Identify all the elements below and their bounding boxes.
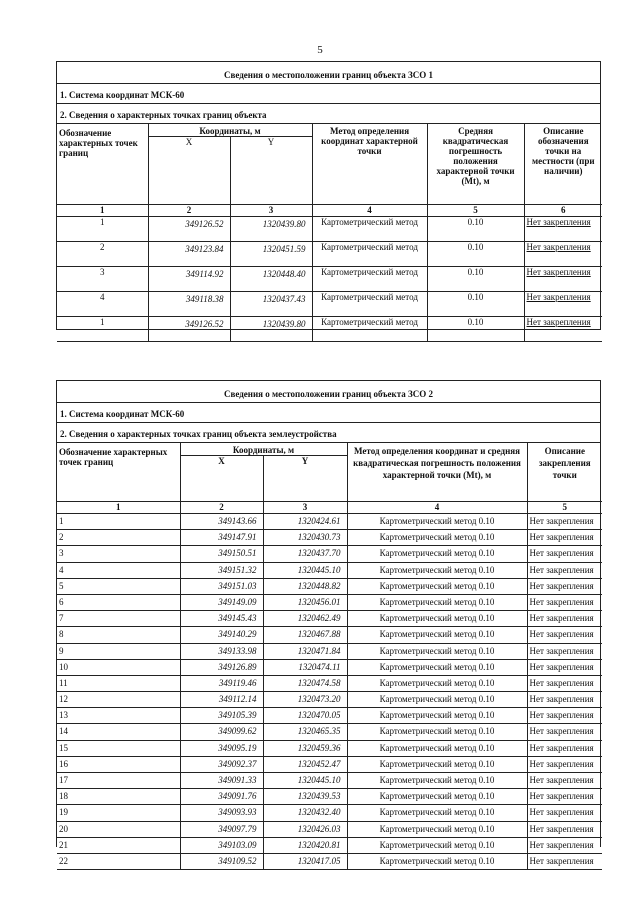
coord-x: 349145.43 <box>180 611 263 627</box>
coord-y: 1320452.47 <box>263 756 347 772</box>
coord-x: 349150.51 <box>180 546 263 562</box>
coord-y: 1320439.53 <box>263 789 347 805</box>
coord-x: 349123.84 <box>148 242 230 267</box>
coord-y: 1320430.73 <box>263 530 347 546</box>
coord-y: 1320474.11 <box>263 659 347 675</box>
description: Нет закрепления <box>524 267 602 292</box>
zone1-title: Сведения о местоположении границ объекта ЗСО 1 <box>57 62 600 84</box>
description: Нет закрепления <box>527 853 602 869</box>
point-number: 11 <box>57 675 180 691</box>
zone1-coordinate-system: 1. Система координат МСК-60 <box>57 84 600 104</box>
description: Нет закрепления <box>527 594 602 610</box>
point-number: 17 <box>57 773 180 789</box>
point-number: 1 <box>57 217 148 242</box>
table-row <box>57 217 602 242</box>
coord-y: 1320445.10 <box>263 562 347 578</box>
col-number: 2 <box>148 205 230 217</box>
description: Нет закрепления <box>527 692 602 708</box>
table-row <box>57 594 602 610</box>
method: Картометрический метод 0.10 <box>347 805 527 821</box>
description: Нет закрепления <box>527 756 602 772</box>
method: Картометрический метод 0.10 <box>347 756 527 772</box>
table-row <box>57 853 602 869</box>
zone1-header-y: Y <box>230 137 312 205</box>
zone2-points-table <box>57 443 602 870</box>
description: Нет закрепления <box>527 740 602 756</box>
table-row <box>57 611 602 627</box>
description: Нет закрепления <box>527 578 602 594</box>
table-row <box>57 756 602 772</box>
description: Нет закрепления <box>524 217 602 242</box>
table-row <box>57 724 602 740</box>
description: Нет закрепления <box>524 242 602 267</box>
table-row <box>57 659 602 675</box>
table-row <box>57 740 602 756</box>
coord-y: 1320445.10 <box>263 773 347 789</box>
point-number: 8 <box>57 627 180 643</box>
coord-x: 349143.66 <box>180 514 263 530</box>
col-number: 3 <box>263 502 347 514</box>
method: Картометрический метод 0.10 <box>347 724 527 740</box>
method: Картометрический метод 0.10 <box>347 514 527 530</box>
point-number: 21 <box>57 837 180 853</box>
description: Нет закрепления <box>527 611 602 627</box>
point-number: 22 <box>57 853 180 869</box>
coord-x: 349126.52 <box>148 217 230 242</box>
description: Нет закрепления <box>527 773 602 789</box>
method: Картометрический метод 0.10 <box>347 740 527 756</box>
coord-y: 1320462.49 <box>263 611 347 627</box>
coord-x: 349149.09 <box>180 594 263 610</box>
point-number: 4 <box>57 562 180 578</box>
point-number: 4 <box>57 292 148 317</box>
coord-y: 1320456.01 <box>263 594 347 610</box>
point-number: 2 <box>57 530 180 546</box>
coord-x: 349119.46 <box>180 675 263 691</box>
coord-y: 1320470.05 <box>263 708 347 724</box>
zone2-header-designation: Обозначение характерных точек границ <box>57 443 180 502</box>
method: Картометрический метод 0.10 <box>347 530 527 546</box>
coord-y: 1320471.84 <box>263 643 347 659</box>
zone1-header-desc: Описание обозначения точки на местности (при наличии) <box>524 124 602 205</box>
coord-x: 349092.37 <box>180 756 263 772</box>
coord-x: 349118.38 <box>148 292 230 317</box>
col-number: 1 <box>57 205 148 217</box>
point-number: 16 <box>57 756 180 772</box>
zone2-header-method: Метод определения координат и средняя квадратическая погрешность положения характерной точки (Mt), м <box>347 443 527 502</box>
page-number: 5 <box>317 44 323 56</box>
mt-value: 0.10 <box>427 317 524 342</box>
coord-x: 349151.32 <box>180 562 263 578</box>
mt-value: 0.10 <box>427 267 524 292</box>
table-row <box>57 789 602 805</box>
table-row <box>57 546 602 562</box>
coord-y: 1320465.35 <box>263 724 347 740</box>
table-row <box>57 627 602 643</box>
description: Нет закрепления <box>524 292 602 317</box>
zone1-header-method: Метод определения координат характерной точки <box>312 124 427 205</box>
description: Нет закрепления <box>527 514 602 530</box>
coord-y: 1320448.82 <box>263 578 347 594</box>
point-number: 2 <box>57 242 148 267</box>
method: Картометрический метод 0.10 <box>347 789 527 805</box>
zone2-title: Сведения о местоположении границ объекта ЗСО 2 <box>57 381 600 403</box>
table-row <box>57 267 602 292</box>
method: Картометрический метод 0.10 <box>347 562 527 578</box>
zone1-points-table <box>57 124 602 342</box>
point-number: 9 <box>57 643 180 659</box>
zone1-section-title: 2. Сведения о характерных точках границ объекта <box>57 104 600 124</box>
method: Картометрический метод 0.10 <box>347 659 527 675</box>
col-number: 5 <box>427 205 524 217</box>
point-number: 3 <box>57 267 148 292</box>
coord-x: 349093.93 <box>180 805 263 821</box>
coord-y: 1320424.61 <box>263 514 347 530</box>
description: Нет закрепления <box>527 821 602 837</box>
table-row <box>57 562 602 578</box>
col-number: 6 <box>524 205 602 217</box>
coord-y: 1320432.40 <box>263 805 347 821</box>
table-row <box>57 805 602 821</box>
point-number: 13 <box>57 708 180 724</box>
table-row <box>57 643 602 659</box>
coord-y: 1320459.36 <box>263 740 347 756</box>
point-number: 20 <box>57 821 180 837</box>
zone2-block <box>56 380 601 866</box>
method: Картометрический метод 0.10 <box>347 837 527 853</box>
point-number: 19 <box>57 805 180 821</box>
point-number: 12 <box>57 692 180 708</box>
coord-x: 349091.33 <box>180 773 263 789</box>
coord-y: 1320417.05 <box>263 853 347 869</box>
zone1-header-coords: Координаты, м <box>148 124 312 137</box>
col-number: 1 <box>57 502 180 514</box>
description: Нет закрепления <box>524 317 602 342</box>
method: Картометрический метод 0.10 <box>347 578 527 594</box>
coord-x: 349151.03 <box>180 578 263 594</box>
table-row <box>57 292 602 317</box>
point-number: 10 <box>57 659 180 675</box>
point-number: 1 <box>57 514 180 530</box>
method: Картометрический метод 0.10 <box>347 594 527 610</box>
coord-x: 349097.79 <box>180 821 263 837</box>
description: Нет закрепления <box>527 659 602 675</box>
description: Нет закрепления <box>527 805 602 821</box>
table-row <box>57 837 602 853</box>
zone2-section-title: 2. Сведения о характерных точках границ объекта землеустройства <box>57 423 600 443</box>
coord-x: 349103.09 <box>180 837 263 853</box>
zone2-column-numbers <box>57 502 602 514</box>
coord-y: 1320448.40 <box>230 267 312 292</box>
method: Картометрический метод <box>312 242 427 267</box>
point-number: 15 <box>57 740 180 756</box>
zone1-block <box>56 61 601 330</box>
method: Картометрический метод 0.10 <box>347 692 527 708</box>
coord-y: 1320439.80 <box>230 217 312 242</box>
method: Картометрический метод 0.10 <box>347 546 527 562</box>
coord-y: 1320426.03 <box>263 821 347 837</box>
coord-y: 1320437.43 <box>230 292 312 317</box>
point-number: 18 <box>57 789 180 805</box>
point-number: 7 <box>57 611 180 627</box>
method: Картометрический метод 0.10 <box>347 675 527 691</box>
coord-y: 1320439.80 <box>230 317 312 342</box>
col-number: 4 <box>312 205 427 217</box>
coord-x: 349147.91 <box>180 530 263 546</box>
coord-y: 1320451.59 <box>230 242 312 267</box>
coord-x: 349091.76 <box>180 789 263 805</box>
method: Картометрический метод 0.10 <box>347 773 527 789</box>
method: Картометрический метод 0.10 <box>347 643 527 659</box>
coord-x: 349126.89 <box>180 659 263 675</box>
method: Картометрический метод 0.10 <box>347 821 527 837</box>
coord-y: 1320474.58 <box>263 675 347 691</box>
method: Картометрический метод <box>312 267 427 292</box>
method: Картометрический метод <box>312 217 427 242</box>
coord-x: 349095.19 <box>180 740 263 756</box>
method: Картометрический метод <box>312 317 427 342</box>
point-number: 1 <box>57 317 148 342</box>
col-number: 5 <box>527 502 602 514</box>
zone1-header-designation: Обозначение характерных точек границ <box>57 124 148 205</box>
description: Нет закрепления <box>527 724 602 740</box>
point-number: 14 <box>57 724 180 740</box>
coord-x: 349114.92 <box>148 267 230 292</box>
coord-y: 1320467.88 <box>263 627 347 643</box>
coord-x: 349099.62 <box>180 724 263 740</box>
table-row <box>57 514 602 530</box>
description: Нет закрепления <box>527 837 602 853</box>
coord-x: 349105.39 <box>180 708 263 724</box>
table-row <box>57 578 602 594</box>
point-number: 3 <box>57 546 180 562</box>
zone1-header-mt: Средняя квадратическая погрешность положения характерной точки (Mt), м <box>427 124 524 205</box>
table-row <box>57 242 602 267</box>
table-row <box>57 821 602 837</box>
table-row <box>57 675 602 691</box>
zone2-header-coords: Координаты, м <box>180 443 347 456</box>
mt-value: 0.10 <box>427 292 524 317</box>
coord-y: 1320420.81 <box>263 837 347 853</box>
method: Картометрический метод <box>312 292 427 317</box>
point-number: 5 <box>57 578 180 594</box>
col-number: 4 <box>347 502 527 514</box>
method: Картометрический метод 0.10 <box>347 853 527 869</box>
coord-x: 349109.52 <box>180 853 263 869</box>
coord-x: 349112.14 <box>180 692 263 708</box>
description: Нет закрепления <box>527 562 602 578</box>
col-number: 2 <box>180 502 263 514</box>
coord-x: 349126.52 <box>148 317 230 342</box>
zone1-column-numbers <box>57 205 602 217</box>
coord-y: 1320437.70 <box>263 546 347 562</box>
zone2-header-x: X <box>180 456 263 502</box>
method: Картометрический метод 0.10 <box>347 611 527 627</box>
table-row <box>57 773 602 789</box>
coord-y: 1320473.20 <box>263 692 347 708</box>
zone1-header-x: X <box>148 137 230 205</box>
table-row <box>57 692 602 708</box>
zone2-coordinate-system: 1. Система координат МСК-60 <box>57 403 600 423</box>
table-row <box>57 530 602 546</box>
zone2-header-y: Y <box>263 456 347 502</box>
mt-value: 0.10 <box>427 217 524 242</box>
point-number: 6 <box>57 594 180 610</box>
zone2-header-desc: Описание закрепления точки <box>527 443 602 502</box>
table-row <box>57 708 602 724</box>
coord-x: 349140.29 <box>180 627 263 643</box>
description: Нет закрепления <box>527 643 602 659</box>
table-row <box>57 317 602 342</box>
description: Нет закрепления <box>527 627 602 643</box>
description: Нет закрепления <box>527 708 602 724</box>
col-number: 3 <box>230 205 312 217</box>
description: Нет закрепления <box>527 546 602 562</box>
description: Нет закрепления <box>527 675 602 691</box>
method: Картометрический метод 0.10 <box>347 708 527 724</box>
coord-x: 349133.98 <box>180 643 263 659</box>
method: Картометрический метод 0.10 <box>347 627 527 643</box>
mt-value: 0.10 <box>427 242 524 267</box>
description: Нет закрепления <box>527 530 602 546</box>
description: Нет закрепления <box>527 789 602 805</box>
